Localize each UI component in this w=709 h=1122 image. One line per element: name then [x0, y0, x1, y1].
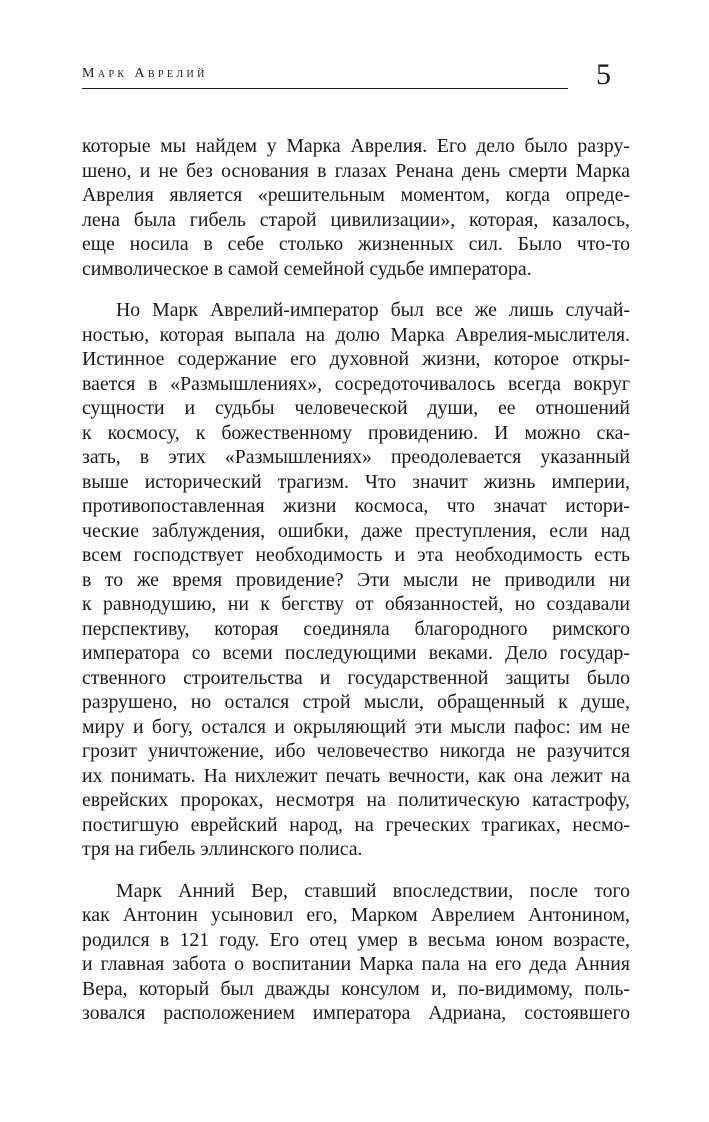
running-header: [82, 62, 568, 89]
text-line: постигшую еврейский народ, на греческих трагиках, несмо-: [82, 813, 630, 836]
text-line: сущности и судьбы человеческой души, ее отношений: [82, 397, 630, 419]
text-line: миру и богу, остался и окрыляющий эти мысли пафос: им не: [82, 715, 630, 738]
text-line: к космосу, к божественному провидению. И можно ска-: [82, 421, 630, 444]
text-line: противопоставленная жизни космоса, что значат истори-: [82, 495, 630, 517]
text-line: вается в «Размышлениях», сосредоточивалось всегда вокруг: [82, 372, 630, 395]
text-line: перспективу, которая соединяла благородного римского: [82, 617, 630, 640]
text-line: ческие заблуждения, ошибки, даже преступления, если над: [82, 519, 630, 542]
text-line: Истинное содержание его духовной жизни, которое откры-: [82, 348, 630, 370]
text-line: ственного строительства и государственной защиты было: [82, 666, 630, 689]
text-line: еще носила в себе столько жизненных сил. Было что-то: [82, 233, 630, 255]
page-number: 5: [596, 58, 611, 91]
text-line: зовался расположением императора Адриана, состоявшего: [82, 1002, 630, 1024]
text-line: всем господствует необходимость и эта необходимость есть: [82, 544, 630, 566]
text-line: Марк Анний Вер, ставший впоследствии, после того: [116, 879, 630, 902]
text-line: шено, и не без основания в глазах Ренана день смерти Марка: [82, 159, 630, 182]
text-line: грозит уничтожение, ибо человечество никогда не разучится: [82, 740, 630, 762]
text-line: еврейских пророках, несмотря на политическую катастрофу,: [82, 789, 630, 811]
paragraph-3: [82, 879, 630, 1026]
text-line: императора со всеми последующими веками. Дело государ-: [82, 642, 630, 664]
text-line: к равнодушию, ни к бегству от обязанностей, но создавали: [82, 593, 630, 615]
running-title: Марк Аврелий: [82, 66, 208, 81]
text-line: как Антонин усыновил его, Марком Аврелием Антонином,: [82, 904, 630, 926]
text-line: Вера, который был дважды консулом и, по-видимому, поль-: [82, 977, 630, 1000]
text-line: тря на гибель эллинского полиса.: [82, 838, 363, 860]
text-line: родился в 121 году. Его отец умер в весьма юном возрасте,: [82, 928, 630, 951]
text-line: и главная забота о воспитании Марка пала на его деда Анния: [82, 953, 630, 975]
paragraph-2: [82, 298, 630, 862]
text-line: выше исторический трагизм. Что значит жизнь империи,: [82, 470, 630, 493]
text-line: ностью, которая выпала на долю Марка Аврелия-мыслителя.: [82, 323, 630, 346]
text-line: разрушено, но остался строй мысли, обращенный к душе,: [82, 691, 630, 713]
text-line: лена была гибель старой цивилизации», которая, казалось,: [82, 208, 630, 231]
text-line: символическое в самой семейной судьбе императора.: [82, 257, 532, 280]
text-line: их понимать. На нихлежит печать вечности, как она лежит на: [82, 764, 630, 787]
body-text: [82, 134, 630, 1043]
text-line: зать, в этих «Размышлениях» преодолевается указанный: [82, 446, 630, 468]
text-line: которые мы найдем у Марка Аврелия. Его дело было разру-: [82, 135, 630, 157]
text-line: Аврелия является «решительным моментом, когда опреде-: [82, 184, 630, 206]
text-line: в то же время провидение? Эти мысли не приводили ни: [82, 568, 630, 591]
text-line: Но Марк Аврелий-император был все же лишь случай-: [116, 299, 630, 321]
paragraph-1: [82, 134, 630, 281]
